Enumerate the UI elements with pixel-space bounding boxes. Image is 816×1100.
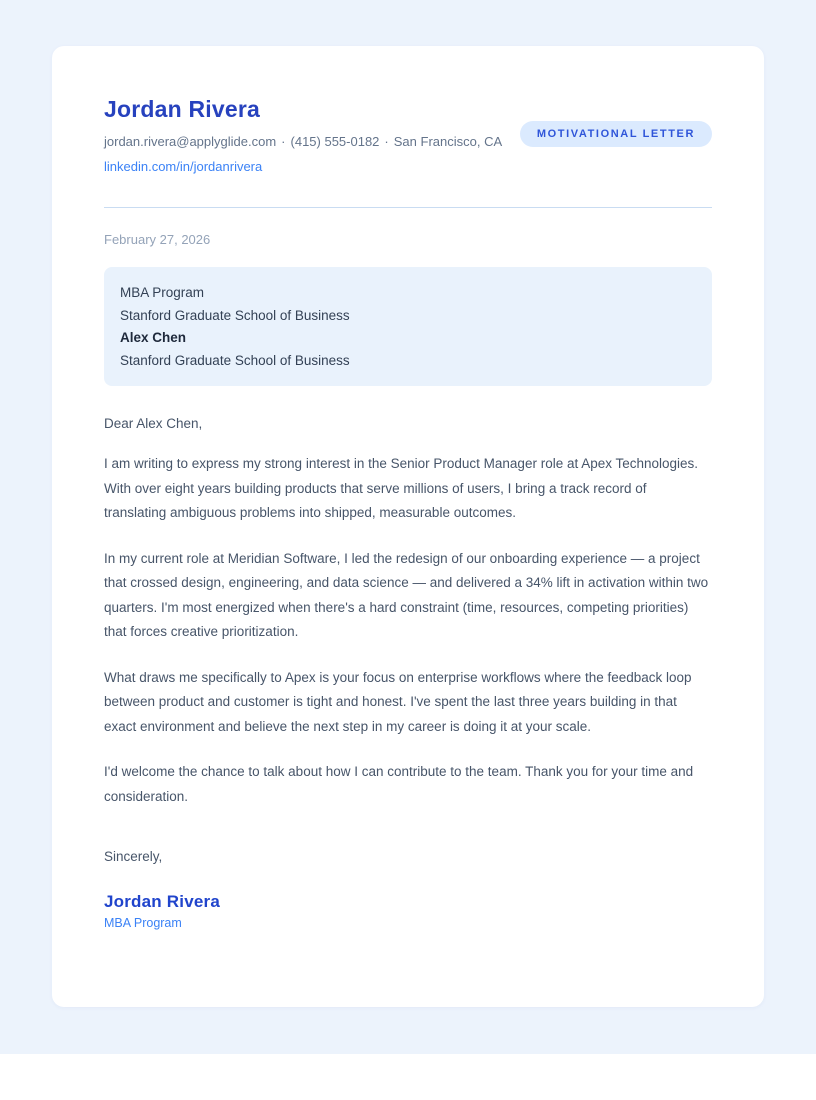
contact-line bbox=[104, 134, 502, 149]
header-divider bbox=[104, 207, 712, 208]
salutation: Dear Alex Chen, bbox=[104, 416, 203, 431]
letter-paragraph-3: What draws me specifically to Apex is your focus on enterprise workflows where the feedback loop between product and customer is tight and honest. I've spent the last three years building in that exact environment and believe the next step in my career is doing it at your scale. bbox=[104, 669, 692, 734]
signature-role-link[interactable]: MBA Program bbox=[104, 916, 182, 930]
letter-type-badge: MOTIVATIONAL LETTER bbox=[520, 121, 712, 147]
closing: Sincerely, bbox=[104, 849, 163, 864]
author-name-heading: Jordan Rivera bbox=[104, 96, 260, 122]
contact-separator: · bbox=[281, 134, 286, 149]
recipient-school-2: Stanford Graduate School of Business bbox=[120, 352, 350, 368]
letter-paragraph-2: In my current role at Meridian Software, I led the redesign of our onboarding experience — a project that crossed design, engineering, and data science — and delivered a 34% lift in activation within two quarters. I'm most energized when there's a hard constraint (time, resources, competing priorities) that forces creative prioritization. bbox=[104, 550, 709, 639]
recipient-program: MBA Program bbox=[120, 285, 205, 300]
letter-paragraph-1: I am writing to express my strong interest in the Senior Product Manager role at Apex Technologies. With over eight years building products that serve millions of users, I bring a track record of translating ambiguous problems into shipped, measurable outcomes. bbox=[104, 456, 699, 520]
recipient-box bbox=[104, 267, 712, 386]
letter-card bbox=[52, 46, 764, 1007]
letter-paragraph-4: I'd welcome the chance to talk about how I can contribute to the team. Thank you for your time and consideration. bbox=[104, 764, 694, 804]
recipient-school: Stanford Graduate School of Business bbox=[120, 307, 350, 323]
header-left bbox=[104, 96, 502, 176]
letter-header bbox=[104, 96, 712, 176]
contact-phone: (415) 555-0182 bbox=[290, 134, 380, 149]
contact-location: San Francisco, CA bbox=[393, 134, 503, 149]
letter-date: February 27, 2026 bbox=[104, 232, 211, 247]
recipient-name: Alex Chen bbox=[120, 330, 187, 345]
linkedin-link[interactable]: linkedin.com/in/jordanrivera bbox=[104, 159, 263, 174]
contact-email: jordan.rivera@applyglide.com bbox=[104, 134, 277, 149]
signature-name: Jordan Rivera bbox=[104, 892, 220, 911]
contact-separator: · bbox=[384, 134, 389, 149]
